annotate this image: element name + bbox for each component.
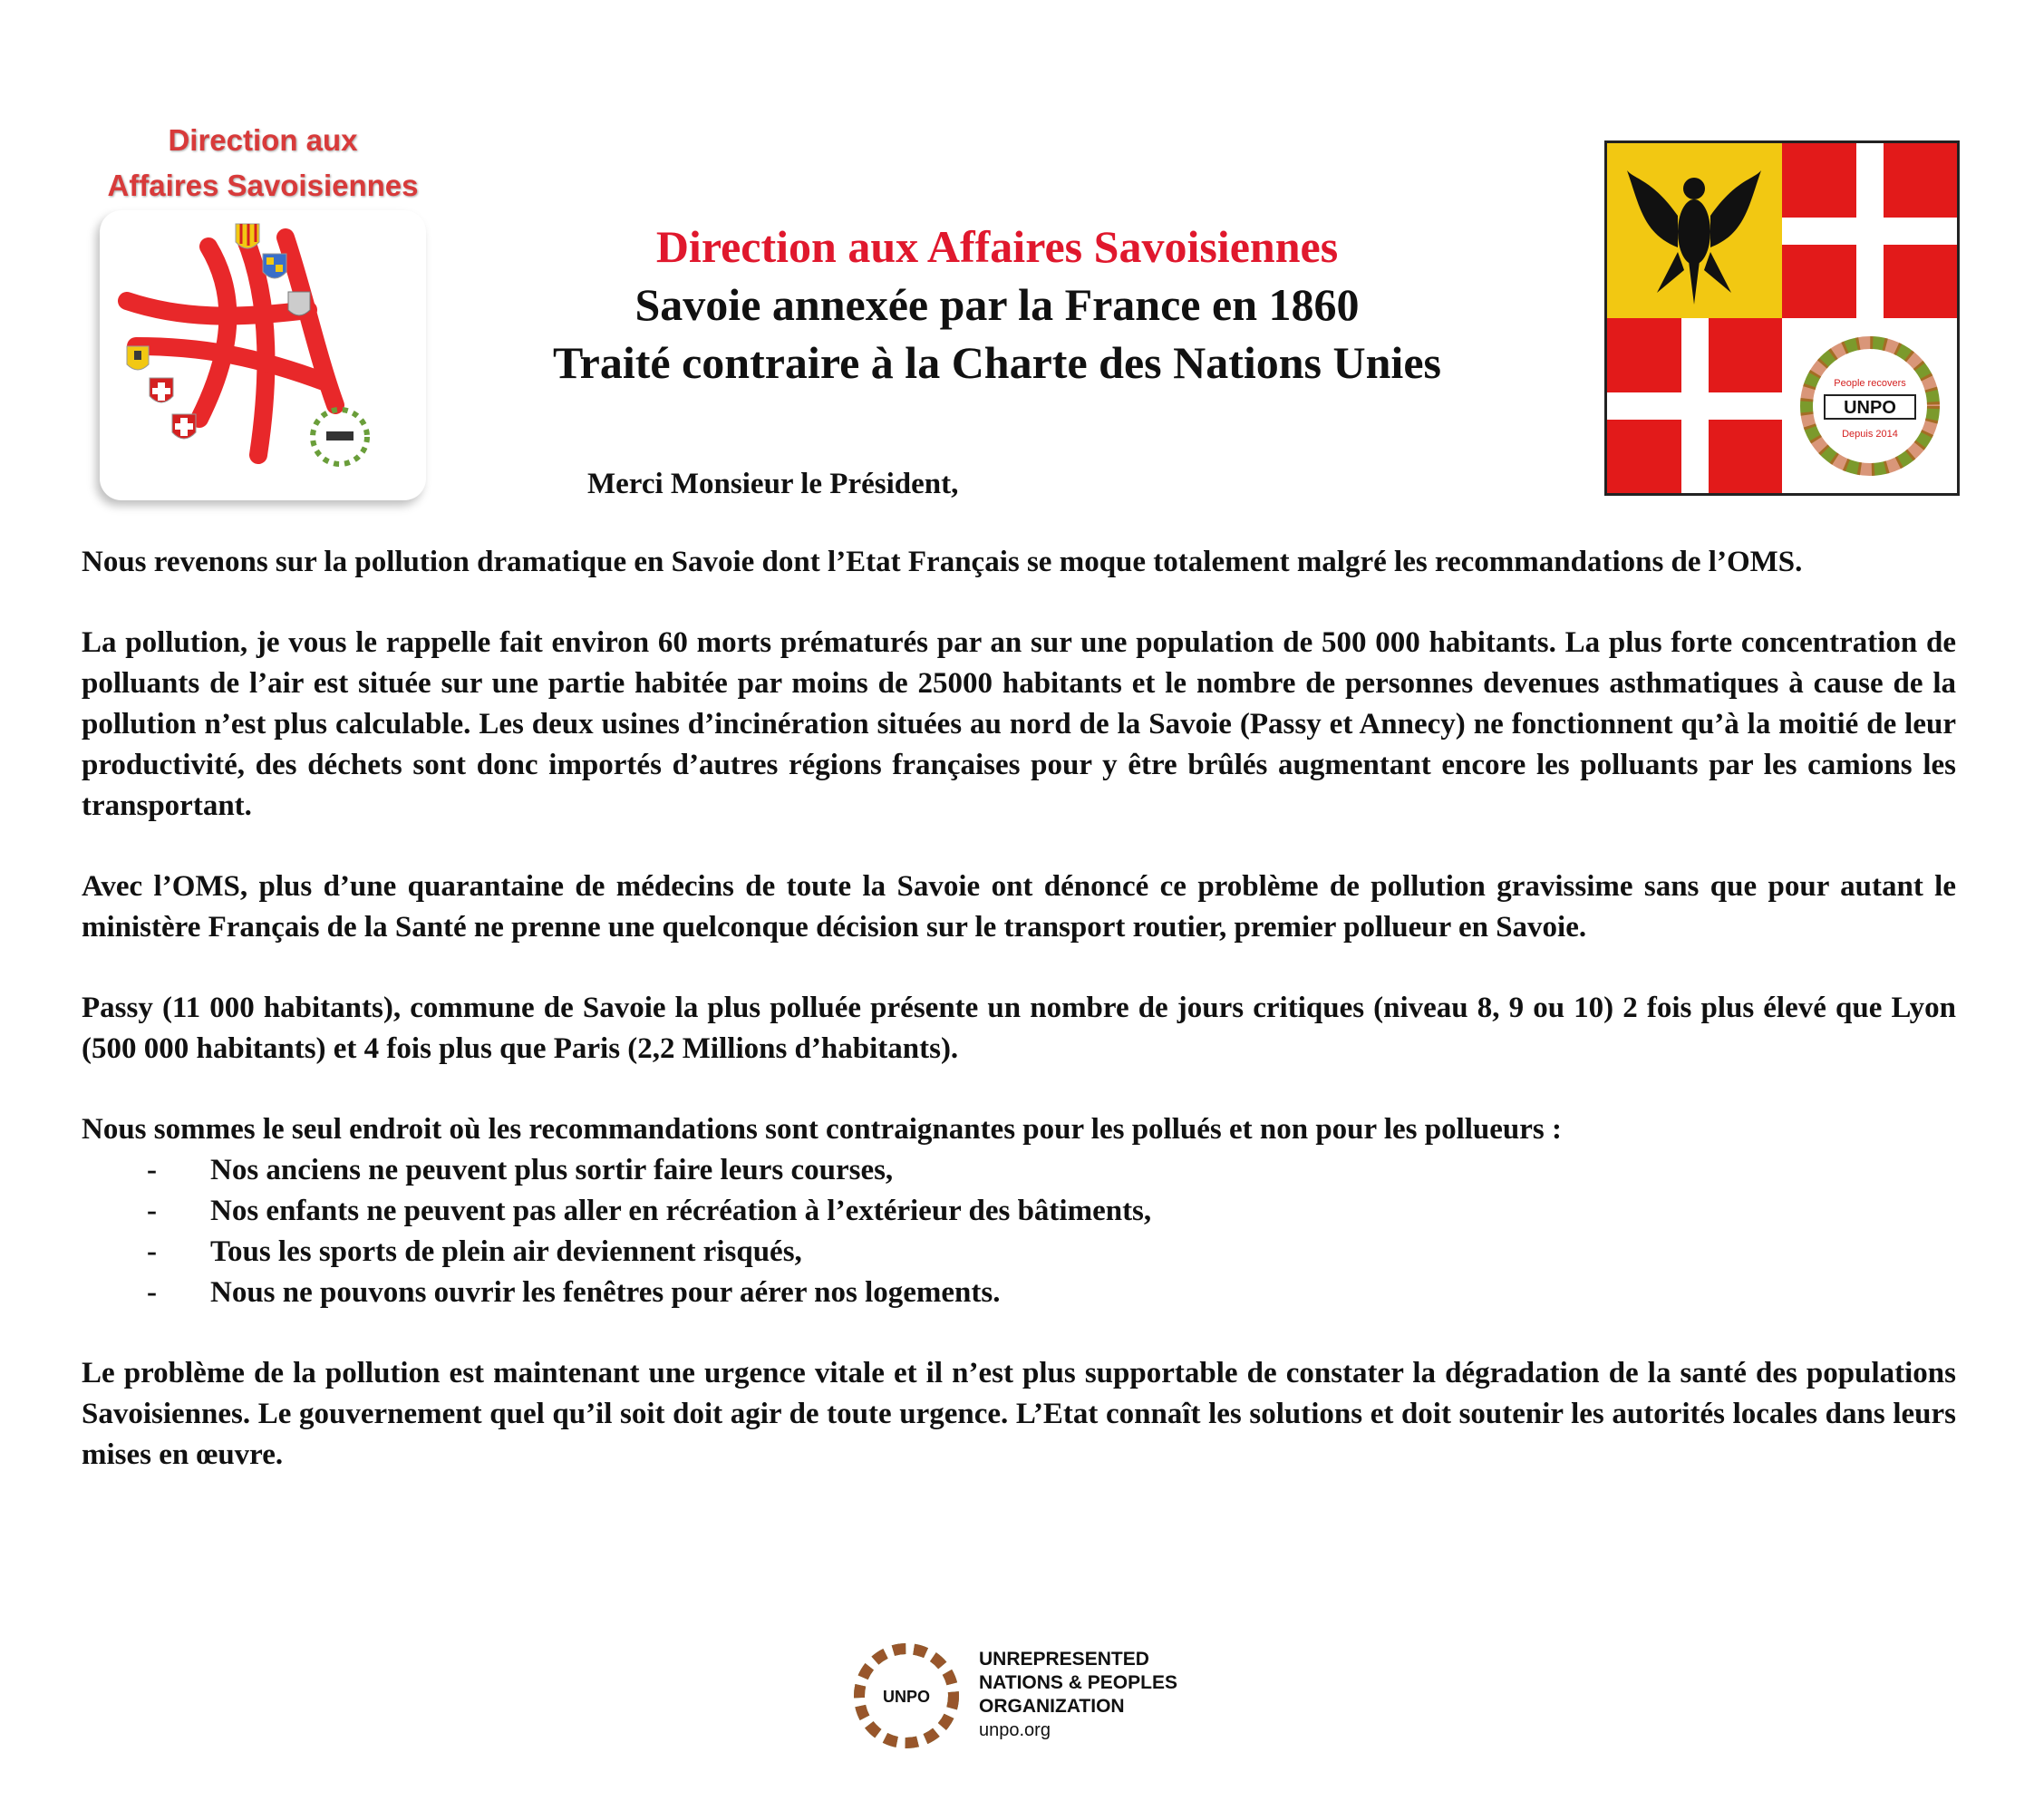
salutation: Merci Monsieur le Président, xyxy=(587,468,959,500)
unpo-logo-icon xyxy=(848,1637,965,1755)
list-item xyxy=(82,1232,1956,1273)
list-item-text: Nous ne pouvons ouvrir les fenêtres pour aérer nos logements. xyxy=(210,1276,1001,1309)
logo-caption-line1: Direction aux xyxy=(168,123,358,157)
bullet-list xyxy=(82,1150,1956,1313)
badge-top-text: People recovers xyxy=(1834,378,1906,389)
footer-line1: UNREPRESENTED xyxy=(979,1649,1149,1670)
list-item xyxy=(82,1150,1956,1191)
title-line-annexation: Savoie annexée par la France en 1860 xyxy=(634,279,1360,330)
red-cross-emblem-icon xyxy=(100,210,426,500)
bullet-marker: - xyxy=(147,1195,157,1227)
list-item xyxy=(82,1273,1956,1313)
list-item-text: Nos enfants ne peuvent pas aller en récréation à l’extérieur des bâtiments, xyxy=(210,1195,1152,1227)
footer-organization xyxy=(979,1648,1177,1742)
paragraph-3: Avec l’OMS, plus d’une quarantaine de médecins de toute la Savoie ont dénoncé ce problème de pollution gravissime sans que pour autant le ministère Français de la Santé ne prenne une quelconque décision sur le transport routier, premier pollueur en Savoie. xyxy=(82,870,1956,944)
mini-unpo-ring-icon xyxy=(313,410,367,464)
unpo-footer-logo xyxy=(848,1637,965,1755)
footer-line3: ORGANIZATION xyxy=(979,1696,1125,1717)
paragraph-1: Nous revenons sur la pollution dramatique en Savoie dont l’Etat Français se moque totalement malgré les recommandations de l’OMS. xyxy=(82,546,1803,578)
footer-logo-text: UNPO xyxy=(882,1688,931,1706)
paragraph-2: La pollution, je vous le rappelle fait environ 60 morts prématurés par an sur une population de 500 000 habitants. La plus forte concentration de polluants de l’air est située sur une partie habitée par moins de 25000 habitants et le nombre de personnes devenues asthmatiques à cause de la pollution n’est plus calculable. Les deux usines d’incinération situées au nord de la Savoie (Passy et Annecy) ne fonctionnent qu’à la moitié de leur productivité, des déchets sont donc importés d’autres régions françaises pour y être brûlés augmentant encore les polluants par les camions les transportant. xyxy=(82,626,1956,822)
list-item-text: Tous les sports de plein air deviennent risqués, xyxy=(210,1235,802,1268)
list-item xyxy=(82,1191,1956,1232)
list-item-text: Nos anciens ne peuvent plus sortir faire leurs courses, xyxy=(210,1154,894,1186)
footer-url[interactable]: unpo.org xyxy=(979,1720,1051,1740)
closing-paragraph: Le problème de la pollution est maintenant une urgence vitale et il n’est plus supportable de constater la dégradation de la santé des populations Savoisiennes. Le gouvernement quel qu’il soit doit agir de toute urgence. L’Etat connaît les solutions et doit soutenir les autorités locales dans leurs mises en œuvre. xyxy=(82,1357,1956,1471)
title-line-treaty: Traité contraire à la Charte des Nations Unies xyxy=(553,337,1441,388)
bullet-marker: - xyxy=(147,1276,157,1309)
savoy-quartered-flag-icon xyxy=(1607,143,1957,493)
logo-caption xyxy=(63,118,462,208)
logo-caption-line2: Affaires Savoisiennes xyxy=(107,169,419,202)
badge-center-text: UNPO xyxy=(1844,398,1896,418)
bullet-marker: - xyxy=(147,1235,157,1268)
title-organization: Direction aux Affaires Savoisiennes xyxy=(655,221,1339,272)
bullet-marker: - xyxy=(147,1154,157,1186)
letter-body xyxy=(82,542,1956,1515)
document-title xyxy=(471,218,1523,392)
footer-line2: NATIONS & PEOPLES xyxy=(979,1672,1177,1693)
savoy-flag-emblem xyxy=(1604,140,1960,496)
paragraph-4: Passy (11 000 habitants), commune de Savoie la plus polluée présente un nombre de jours critiques (niveau 8, 9 ou 10) 2 fois plus élevé que Lyon (500 000 habitants) et 4 fois plus que Paris (2,2 Millions d’habitants). xyxy=(82,992,1956,1065)
organization-logo xyxy=(100,210,426,500)
badge-bottom-text: Depuis 2014 xyxy=(1842,429,1898,440)
paragraph-5: Nous sommes le seul endroit où les recommandations sont contraignantes pour les pollués et non pour les pollueurs : xyxy=(82,1113,1563,1146)
